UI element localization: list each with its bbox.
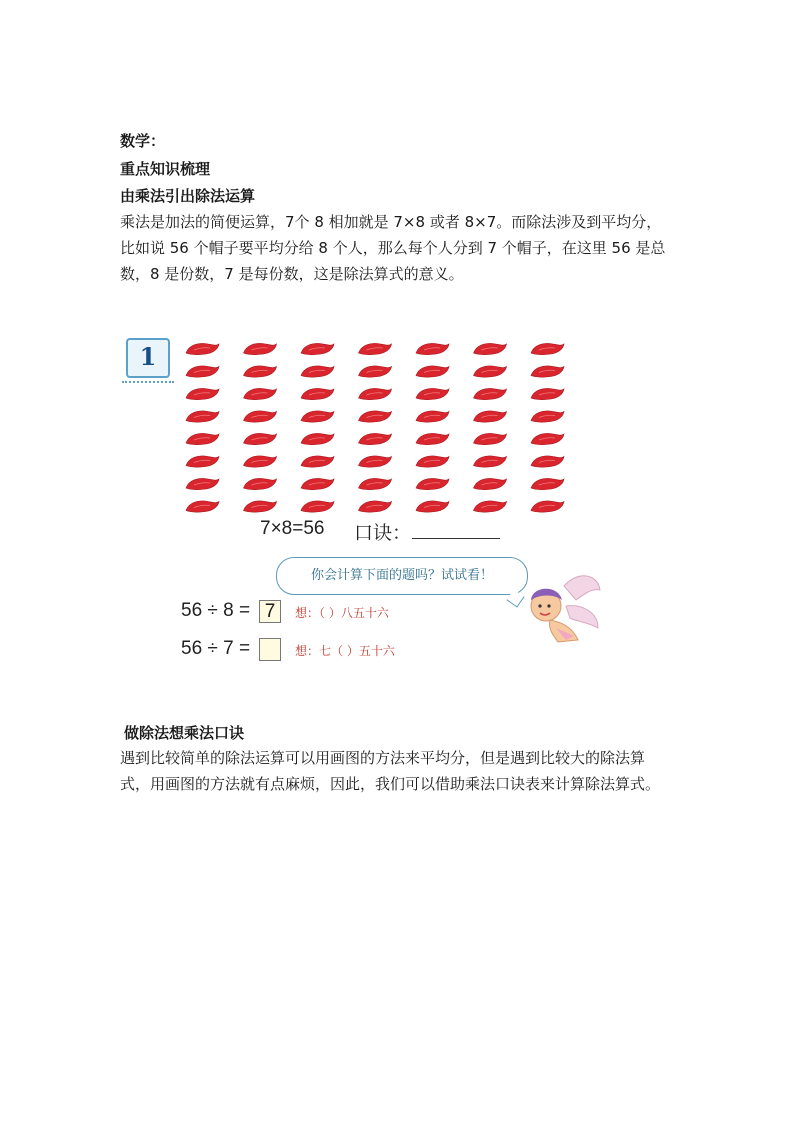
hat-icon (359, 456, 392, 467)
paragraph-1-line: 乘法是加法的简便运算，7个 8 相加就是 7×8 或者 8×7。而除法涉及到平均分， (120, 213, 662, 231)
hat-icon (416, 343, 449, 354)
hat-icon (301, 388, 334, 399)
hat-icon (416, 411, 449, 422)
hat-icon (474, 366, 507, 377)
think-hint-1: 想：（ ）八五十六 (295, 606, 389, 620)
hat-icon (474, 501, 507, 512)
hat-icon (186, 366, 219, 377)
hat-icon (301, 501, 334, 512)
hat-icon (416, 433, 449, 444)
speech-bubble: 你会计算下面的题吗？试试看！ (276, 557, 528, 595)
hat-icon (301, 456, 334, 467)
hat-icon (301, 411, 334, 422)
section-heading: 重点知识梳理 (120, 160, 211, 178)
example-number-badge: 1 (126, 338, 170, 378)
hat-icon (301, 478, 334, 489)
hat-icon (531, 456, 564, 467)
hat-icon (474, 433, 507, 444)
hat-icon (416, 366, 449, 377)
hat-icon (474, 478, 507, 489)
hat-icon (244, 411, 277, 422)
division-equation-2: 56 ÷ 7 = (181, 638, 251, 659)
paragraph-1 (120, 209, 680, 287)
hat-icon (359, 388, 392, 399)
hat-icon (474, 456, 507, 467)
hats-grid (120, 322, 665, 522)
topic-heading-2: 做除法想乘法口诀 (124, 724, 245, 742)
hat-icon (244, 478, 277, 489)
textbook-figure (120, 322, 665, 674)
hat-icon (186, 478, 219, 489)
hat-icon (416, 501, 449, 512)
answer-box-1[interactable]: 7 (259, 600, 281, 623)
hat-icon (531, 478, 564, 489)
hat-icon (416, 478, 449, 489)
hat-icon (186, 433, 219, 444)
hat-icon (186, 343, 219, 354)
multiply-equation: 7×8=56 (260, 518, 325, 539)
hat-icon (531, 366, 564, 377)
hat-icon (244, 388, 277, 399)
hat-icon (531, 411, 564, 422)
hat-icon (244, 343, 277, 354)
hat-icon (359, 478, 392, 489)
hat-icon (359, 411, 392, 422)
paragraph-1-line: 数，8 是份数，7 是每份数，这是除法算式的意义。 (120, 265, 464, 283)
topic-heading-1: 由乘法引出除法运算 (120, 187, 256, 205)
hat-icon (531, 433, 564, 444)
angel-illustration (518, 566, 602, 650)
hat-icon (531, 343, 564, 354)
hat-icon (531, 501, 564, 512)
hat-icon (359, 501, 392, 512)
paragraph-2-line: 式，用画图的方法就有点麻烦，因此，我们可以借助乘法口诀表来计算除法算式。 (120, 775, 661, 793)
hat-icon (474, 411, 507, 422)
hat-icon (244, 456, 277, 467)
hat-icon (474, 388, 507, 399)
division-equation-1: 56 ÷ 8 = (181, 600, 251, 621)
koujue-blank (412, 538, 500, 539)
hat-icon (186, 456, 219, 467)
hat-icon (244, 433, 277, 444)
hat-icon (531, 388, 564, 399)
hat-icon (416, 388, 449, 399)
paragraph-2 (120, 745, 680, 797)
hat-icon (301, 433, 334, 444)
hat-icon (359, 366, 392, 377)
hat-icon (416, 456, 449, 467)
think-hint-2: 想：七（ ）五十六 (295, 644, 395, 658)
koujue-label: 口诀： (354, 523, 412, 544)
hat-icon (244, 501, 277, 512)
hat-icon (474, 343, 507, 354)
hat-icon (186, 411, 219, 422)
paragraph-2-line: 遇到比较简单的除法运算可以用画图的方法来平均分，但是遇到比较大的除法算 (120, 749, 646, 767)
paragraph-1-line: 比如说 56 个帽子要平均分给 8 个人，那么每个人分到 7 个帽子，在这里 56 是总 (120, 239, 666, 257)
hat-icon (359, 343, 392, 354)
hat-icon (186, 501, 219, 512)
hat-icon (301, 343, 334, 354)
subject-heading: 数学： (120, 132, 166, 150)
hat-icon (186, 388, 219, 399)
hat-icon (359, 433, 392, 444)
hat-icon (301, 366, 334, 377)
answer-box-2[interactable] (259, 638, 281, 661)
hat-icon (244, 366, 277, 377)
